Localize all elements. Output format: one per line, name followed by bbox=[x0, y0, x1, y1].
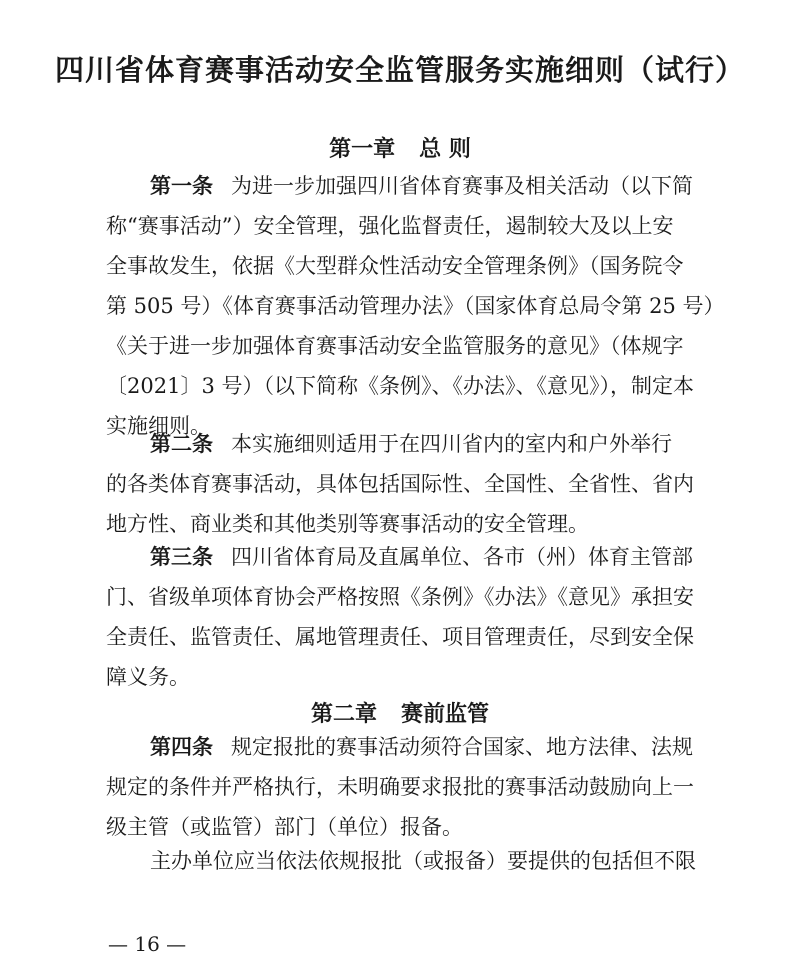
paragraph-line: 全责任、监管责任、属地管理责任、项目管理责任，尽到安全保 bbox=[106, 625, 694, 649]
paragraph-line bbox=[106, 424, 726, 464]
paragraph-line: 地方性、商业类和其他类别等赛事活动的安全管理。 bbox=[106, 512, 589, 536]
page-number: — 16 — bbox=[108, 932, 187, 956]
line-text: 四川省体育局及直属单位、各市（州）体育主管部 bbox=[231, 545, 693, 569]
line-text: 本实施细则适用于在四川省内的室内和户外举行 bbox=[231, 432, 672, 456]
paragraph-line: 的各类体育赛事活动，具体包括国际性、全国性、全省性、省内 bbox=[106, 472, 694, 496]
article-4 bbox=[106, 727, 726, 847]
chapter-number: 第二章 bbox=[310, 702, 377, 727]
paragraph-5 bbox=[106, 841, 726, 881]
paragraph-line: 障义务。 bbox=[106, 665, 190, 689]
paragraph-line: 规定的条件并严格执行，未明确要求报批的赛事活动鼓励向上一 bbox=[106, 775, 694, 799]
chapter-name: 总 则 bbox=[419, 137, 471, 162]
line-text: 规定报批的赛事活动须符合国家、地方法律、法规 bbox=[231, 735, 693, 759]
chapter-name: 赛前监管 bbox=[401, 702, 490, 727]
article-1 bbox=[106, 166, 726, 446]
article-label: 第三条 bbox=[150, 545, 213, 569]
document-title: 四川省体育赛事活动安全监管服务实施细则（试行） bbox=[54, 53, 745, 87]
article-3 bbox=[106, 537, 726, 697]
paragraph-line: 第 505 号）《体育赛事活动管理办法》（国家体育总局令第 25 号） bbox=[106, 294, 725, 318]
paragraph-line: 全事故发生，依据《大型群众性活动安全管理条例》（国务院令 bbox=[106, 254, 684, 278]
paragraph-line: 门、省级单项体育协会严格按照《条例》《办法》《意见》承担安 bbox=[106, 585, 694, 609]
chapter-heading-2 bbox=[0, 697, 800, 728]
chapter-number: 第一章 bbox=[329, 137, 396, 162]
paragraph-line: 主办单位应当依法依规报批（或报备）要提供的包括但不限 bbox=[150, 849, 696, 873]
paragraph-line: 级主管（或监管）部门（单位）报备。 bbox=[106, 815, 463, 839]
paragraph-line: 〔2021〕3 号）（以下简称《条例》、《办法》、《意见》），制定本 bbox=[106, 374, 694, 398]
paragraph-line bbox=[106, 166, 726, 206]
article-label: 第四条 bbox=[150, 735, 213, 759]
chapter-heading-1 bbox=[0, 132, 800, 163]
paragraph-line bbox=[106, 727, 726, 767]
line-text: 为进一步加强四川省体育赛事及相关活动（以下简 bbox=[231, 174, 693, 198]
article-label: 第二条 bbox=[150, 432, 213, 456]
article-label: 第一条 bbox=[150, 174, 213, 198]
article-2 bbox=[106, 424, 726, 544]
paragraph-line bbox=[106, 537, 726, 577]
paragraph-line: 《关于进一步加强体育赛事活动安全监管服务的意见》（体规字 bbox=[106, 334, 684, 358]
paragraph-line: 实施细则。 bbox=[106, 414, 211, 438]
paragraph-line: 称“赛事活动”）安全管理，强化监督责任，遏制较大及以上安 bbox=[106, 214, 674, 238]
